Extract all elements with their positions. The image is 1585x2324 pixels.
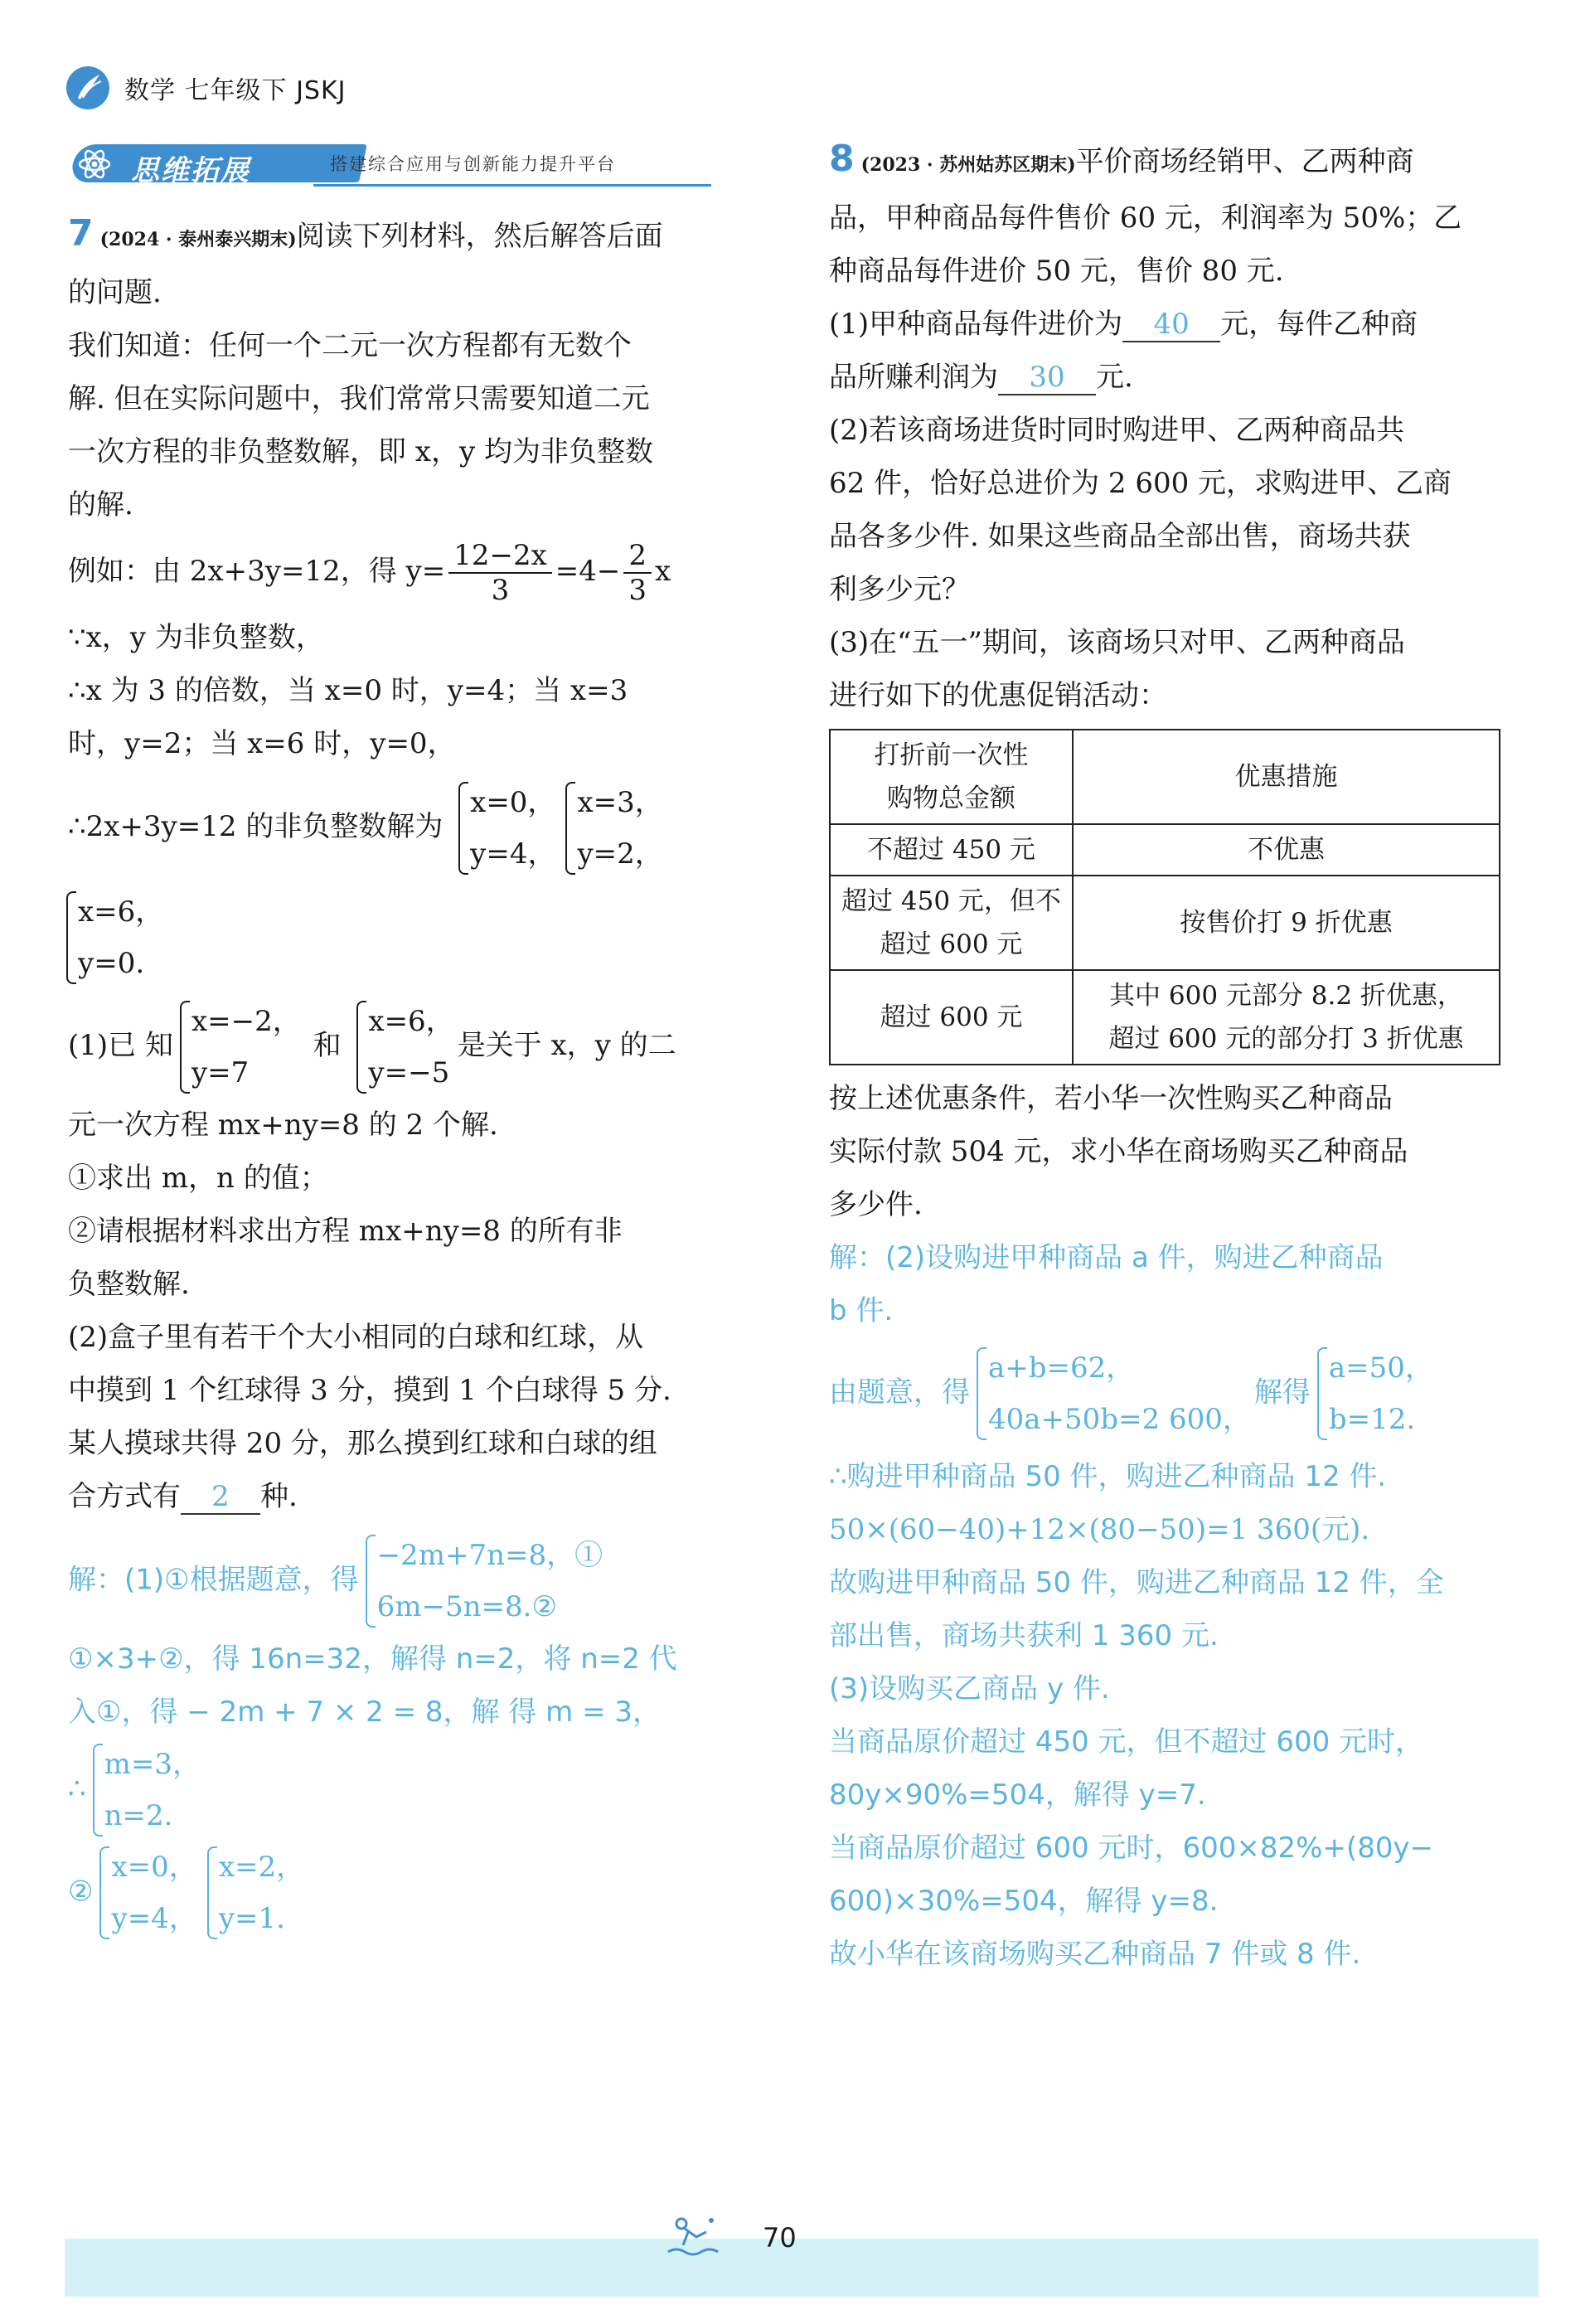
equation: 6m−5n=8.② [376, 1590, 557, 1623]
answer-blank: 2 [181, 1480, 260, 1515]
table-cell [1073, 970, 1500, 1065]
answer-line [68, 1739, 773, 1841]
example-line [68, 531, 773, 611]
table-cell [830, 876, 1073, 970]
cell-text: 超过 600 元的部分打 3 折优惠 [1108, 1024, 1464, 1054]
q7-line-1 [68, 207, 773, 266]
text-line: 多少件. [829, 1188, 923, 1221]
denominator: 3 [491, 574, 510, 607]
text-line: 解. 但在实际问题中，我们常常只需要知道二元 [68, 382, 650, 415]
text-segment: x [655, 555, 671, 588]
text-line: (3)在“五一”期间，该商场只对甲、乙两种商品 [829, 626, 1405, 659]
text-segment: 品所赚利润为 [829, 361, 998, 394]
book-title: 数学 七年级下 JSKJ [124, 76, 347, 105]
question-source: (2024 · 泰州泰兴期末) [99, 229, 297, 250]
text-line: 进行如下的优惠促销活动： [829, 679, 1167, 712]
text-line [829, 298, 1517, 351]
equation: b=12. [1328, 1403, 1416, 1436]
text-line: 某人摸球共得 20 分，那么摸到红球和白球的组 [68, 1427, 657, 1460]
equation: x=3， [577, 786, 663, 819]
promotion-table [829, 729, 1500, 1065]
text-segment: 元，每件乙种商 [1220, 308, 1418, 341]
answer-line: b 件. [829, 1294, 894, 1327]
answer-line: 部出售，商场共获利 1 360 元. [829, 1619, 1219, 1652]
equation: y=−5 [368, 1056, 450, 1089]
equation: y=4， [470, 837, 556, 871]
equation: y=4， [111, 1902, 197, 1935]
banner-subtitle: 搭建综合应用与创新能力提升平台 [330, 154, 616, 174]
part-1-line [68, 996, 773, 1099]
text-line: 的问题. [68, 276, 162, 309]
question-8 [829, 133, 1517, 1981]
equation: y=1. [218, 1902, 285, 1935]
cell-text: 超过 450 元，但不 [841, 886, 1061, 916]
equation: y=7 [191, 1056, 250, 1089]
text-line: 负整数解. [68, 1268, 190, 1301]
q8-line-1 [829, 133, 1517, 192]
text-line: 种商品每件进价 50 元，售价 80 元. [829, 255, 1284, 288]
equation: y=0. [78, 947, 145, 980]
text-segment: 合方式有 [68, 1480, 181, 1513]
table-cell: 按售价打 9 折优惠 [1073, 876, 1500, 970]
banner-title: 思维拓展 [131, 154, 250, 187]
cell-text: 购物总金额 [887, 784, 1015, 813]
equation-system [455, 777, 555, 880]
table-header-cell [830, 730, 1073, 824]
solutions-line [68, 777, 773, 880]
text-segment: ∴2x+3y=12 的非负整数解为 [68, 810, 444, 843]
equation: a=50， [1328, 1351, 1433, 1385]
table-row [830, 824, 1500, 876]
table-cell: 超过 600 元 [830, 970, 1073, 1065]
answer-line: 80y×90%=504，解得 y=7. [829, 1778, 1206, 1812]
fraction [623, 539, 652, 607]
text-segment: =4− [555, 555, 621, 588]
text-line: 品，甲种商品每件售价 60 元，利润率为 50%；乙 [829, 201, 1462, 235]
text-line: 品各多少件. 如果这些商品全部出售，商场共获 [829, 520, 1411, 553]
text-line: 时，y=2；当 x=6 时，y=0， [68, 727, 456, 760]
text-segment: 元. [1096, 361, 1133, 394]
footer-band [65, 2239, 1539, 2297]
answer-line: (3)设购买乙商品 y 件. [829, 1672, 1110, 1705]
answer-line: 入①，得 − 2m + 7 × 2 = 8，解 得 m = 3， [68, 1696, 662, 1729]
equation-system [1314, 1342, 1433, 1445]
equation-system [973, 1342, 1251, 1445]
answer-blank: 40 [1122, 308, 1220, 342]
text-line: 的解. [68, 488, 133, 522]
text-line [829, 351, 1517, 404]
page-header [65, 65, 346, 111]
solutions-line [60, 886, 773, 989]
equation-system [90, 1739, 201, 1841]
equation: x=−2， [191, 1005, 301, 1038]
equation-system [204, 1841, 304, 1944]
cell-text: 打折前一次性 [874, 740, 1029, 770]
text-line: 元一次方程 mx+ny=8 的 2 个解. [68, 1109, 498, 1142]
table-row [830, 970, 1500, 1065]
answer-line: 50×(60−40)+12×(80−50)=1 360(元). [829, 1513, 1370, 1546]
text-line: 实际付款 504 元，求小华在商场购买乙种商品 [829, 1135, 1408, 1168]
banner-underline [313, 184, 711, 187]
equation: x=2， [218, 1851, 305, 1884]
answer-line: 解：(2)设购进甲种商品 a 件，购进乙种商品 [829, 1241, 1384, 1274]
numerator: 12−2x [448, 539, 552, 574]
answer-line [68, 1841, 773, 1944]
equation-system [353, 996, 453, 1099]
text-line: 62 件，恰好总进价为 2 600 元，求购进甲、乙商 [829, 467, 1452, 500]
text-segment: (1)已 知 [68, 1029, 173, 1062]
table-header-row [830, 730, 1500, 824]
text-segment: 解得 [1253, 1375, 1311, 1409]
denominator: 3 [628, 574, 647, 607]
equation: x=0， [470, 786, 556, 819]
answer-line: ①×3+②，得 16n=32，解得 n=2，将 n=2 代 [68, 1642, 677, 1676]
equation-system [362, 1530, 603, 1633]
swimmer-icon [663, 2212, 721, 2262]
feather-logo-icon [65, 65, 111, 111]
table-cell: 不优惠 [1073, 824, 1500, 876]
equation: 40a+50b=2 600， [988, 1403, 1251, 1436]
answer-line: 600)×30%=504，解得 y=8. [829, 1885, 1219, 1918]
equation: −2m+7n=8，① [376, 1539, 603, 1572]
q7-answer [68, 1530, 773, 1944]
text-segment: 种. [260, 1480, 298, 1513]
cell-text: 超过 600 元 [880, 929, 1023, 959]
table-header-cell: 优惠措施 [1073, 730, 1500, 824]
question-7 [68, 207, 773, 1944]
equation: x=6， [78, 895, 164, 929]
question-number: 8 [829, 138, 855, 180]
equation: x=0， [111, 1851, 197, 1884]
answer-line: 当商品原价超过 600 元时，600×82%+(80y− [829, 1832, 1434, 1865]
equation: x=6， [368, 1005, 454, 1038]
answer-blank: 30 [998, 361, 1096, 395]
equation: n=2. [104, 1799, 173, 1832]
text-line: 利多少元？ [829, 573, 970, 606]
equation-system [63, 886, 163, 989]
text-line: ∵x，y 为非负整数， [68, 621, 324, 654]
text-line: ②请根据材料求出方程 mx+ny=8 的所有非 [68, 1215, 623, 1248]
numerator: 2 [623, 539, 652, 574]
answer-line [68, 1530, 773, 1633]
answer-line: ∴购进甲种商品 50 件，购进乙种商品 12 件. [829, 1460, 1387, 1493]
text-segment: 由题意，得 [829, 1375, 970, 1409]
text-line: 中摸到 1 个红球得 3 分，摸到 1 个白球得 5 分. [68, 1374, 671, 1407]
cell-text: 其中 600 元部分 8.2 折优惠， [1109, 981, 1463, 1011]
text-segment: 解：(1)①根据题意，得 [68, 1563, 359, 1597]
question-source: (2023 · 苏州姑苏区期末) [860, 154, 1076, 176]
table-cell: 不超过 450 元 [830, 824, 1073, 876]
answer-line [829, 1342, 1517, 1445]
equation-system [177, 996, 301, 1099]
text-segment: ∴ [68, 1772, 86, 1806]
fraction [448, 539, 552, 607]
answer-line: 故小华在该商场购买乙种商品 7 件或 8 件. [829, 1938, 1361, 1971]
text-segment: 例如：由 2x+3y=12，得 y= [68, 555, 446, 588]
q8-answer [829, 1231, 1517, 1981]
text-line: 一次方程的非负整数解，即 x，y 均为非负整数 [68, 435, 653, 468]
equation-system [562, 777, 662, 880]
text-line: 阅读下列材料，然后解答后面 [296, 220, 663, 253]
equation: a+b=62， [988, 1351, 1135, 1385]
text-line: 平价商场经销甲、乙两种商 [1075, 145, 1414, 178]
text-line: ∴x 为 3 的倍数，当 x=0 时，y=4；当 x=3 [68, 674, 628, 707]
text-segment: (1)甲种商品每件进价为 [829, 308, 1123, 341]
text-segment: 是关于 x，y 的二 [457, 1029, 676, 1062]
equation: y=2， [577, 837, 663, 871]
answer-line: 当商品原价超过 450 元，但不超过 600 元时， [829, 1725, 1424, 1759]
text-segment: 和 [313, 1029, 342, 1062]
answer-line: 故购进甲种商品 50 件，购进乙种商品 12 件，全 [829, 1566, 1444, 1599]
equation-system [96, 1841, 196, 1944]
equation: m=3， [104, 1748, 201, 1781]
page-number: 70 [763, 2222, 797, 2254]
question-number: 7 [68, 212, 94, 255]
text-line: ①求出 m，n 的值； [68, 1162, 328, 1195]
text-line [68, 1470, 773, 1523]
section-banner [65, 141, 711, 187]
text-segment: ② [68, 1875, 94, 1909]
table-row [830, 876, 1500, 970]
text-line: (2)盒子里有若干个大小相同的白球和红球，从 [68, 1321, 644, 1354]
atom-icon [76, 146, 113, 182]
text-line: 按上述优惠条件，若小华一次性购买乙种商品 [829, 1082, 1393, 1115]
text-line: (2)若该商场进货时同时购进甲、乙两种商品共 [829, 414, 1405, 447]
text-line: 我们知道：任何一个二元一次方程都有无数个 [68, 329, 632, 362]
